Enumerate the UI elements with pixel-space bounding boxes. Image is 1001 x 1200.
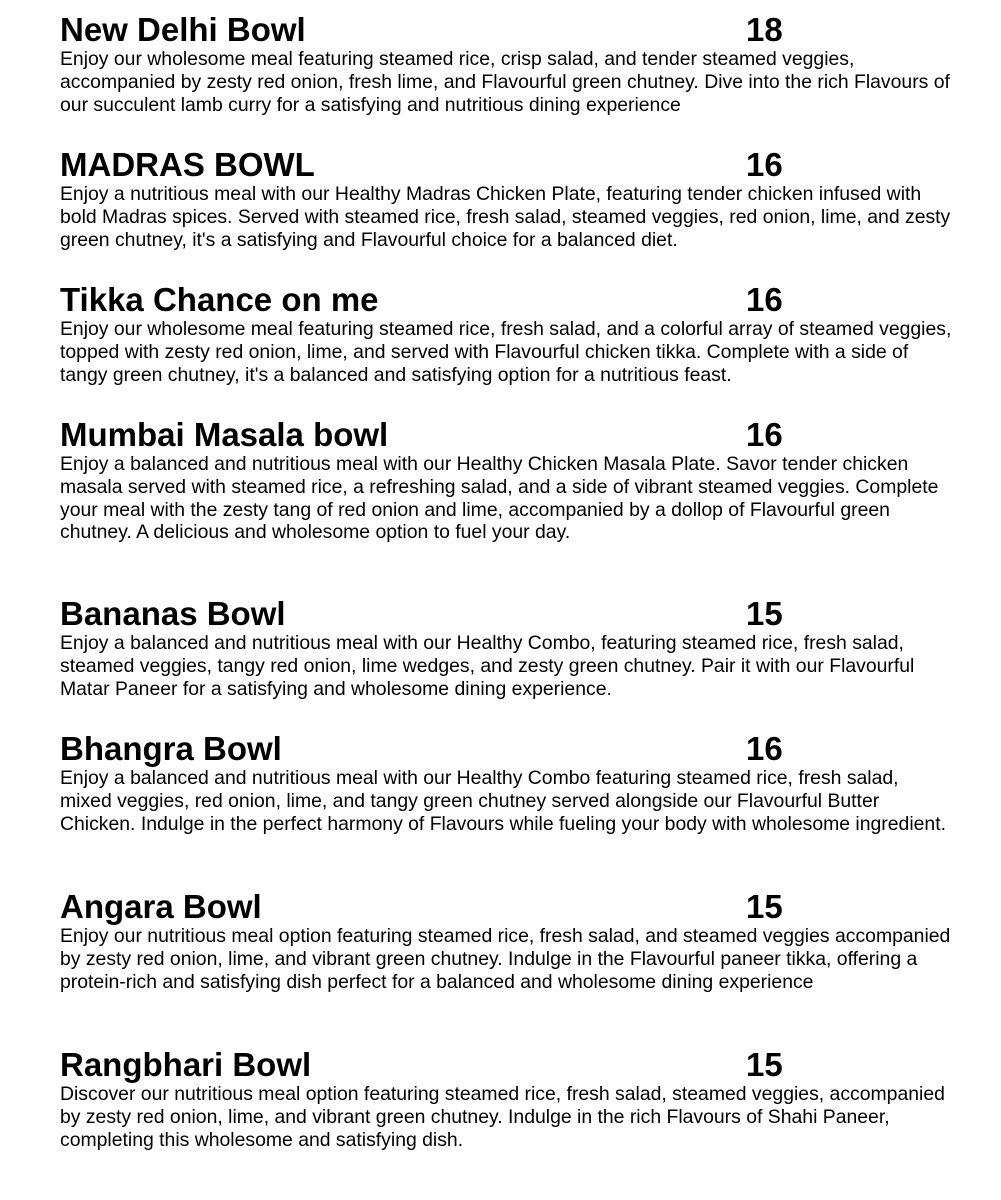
item-description: Enjoy a nutritious meal with our Healthy Madras Chicken Plate, featuring tender chicken infused with bold Madras spices. Served with steamed rice, fresh salad, steamed veggies, red onion, lime, and zesty green chutney, it's a satisfying and Flavourful choice for a balanced diet.: [60, 183, 951, 251]
item-price: 16: [746, 281, 783, 318]
item-price: 16: [746, 146, 783, 183]
item-name: MADRAS BOWL: [60, 146, 315, 183]
item-name: Angara Bowl: [60, 888, 262, 925]
item-name: Rangbhari Bowl: [60, 1046, 312, 1083]
item-description: Enjoy a balanced and nutritious meal with our Healthy Chicken Masala Plate. Savor tender chicken masala served with steamed rice, a refreshing salad, and a side of vibrant steamed veggies. Complete your meal with the zesty tang of red onion and lime, accompanied by a dollop of Flavourful green chutney. A delicious and wholesome option to fuel your day.: [60, 453, 939, 544]
item-name: Bananas Bowl: [60, 595, 286, 632]
item-name: Mumbai Masala bowl: [60, 416, 389, 453]
item-name: Tikka Chance on me: [60, 281, 379, 318]
item-price: 16: [746, 730, 783, 767]
item-description: Enjoy our nutritious meal option featuring steamed rice, fresh salad, and steamed veggies accompanied by zesty red onion, lime, and vibrant green chutney. Indulge in the Flavourful paneer tikka, offering a protein-rich and satisfying dish perfect for a balanced and wholesome dining experience: [60, 925, 951, 993]
item-price: 18: [746, 11, 783, 48]
item-price: 15: [746, 888, 783, 925]
item-price: 15: [746, 595, 783, 632]
item-price: 16: [746, 416, 783, 453]
item-description: Enjoy a balanced and nutritious meal with our Healthy Combo featuring steamed rice, fresh salad, mixed veggies, red onion, lime, and tangy green chutney served alongside our Flavourful Butter Chicken. Indulge in the perfect harmony of Flavours while fueling your body with wholesome ingredient.: [60, 767, 946, 835]
item-description: Enjoy a balanced and nutritious meal with our Healthy Combo, featuring steamed rice, fresh salad, steamed veggies, tangy red onion, lime wedges, and zesty green chutney. Pair it with our Flavourful Matar Paneer for a satisfying and wholesome dining experience.: [60, 632, 915, 700]
item-name: Bhangra Bowl: [60, 730, 282, 767]
item-description: Enjoy our wholesome meal featuring steamed rice, crisp salad, and tender steamed veggies, accompanied by zesty red onion, fresh lime, and Flavourful green chutney. Dive into the rich Flavours of our succulent lamb curry for a satisfying and nutritious dining experience: [60, 48, 950, 116]
item-description: Enjoy our wholesome meal featuring steamed rice, fresh salad, and a colorful array of steamed veggies, topped with zesty red onion, lime, and served with Flavourful chicken tikka. Complete with a side of tangy green chutney, it's a balanced and satisfying option for a nutritious feast.: [60, 318, 952, 386]
item-description: Discover our nutritious meal option featuring steamed rice, fresh salad, steamed veggies, accompanied by zesty red onion, lime, and vibrant green chutney. Indulge in the rich Flavours of Shahi Paneer, completing this wholesome and satisfying dish.: [60, 1083, 945, 1151]
item-price: 15: [746, 1046, 783, 1083]
item-name: New Delhi Bowl: [60, 11, 306, 48]
